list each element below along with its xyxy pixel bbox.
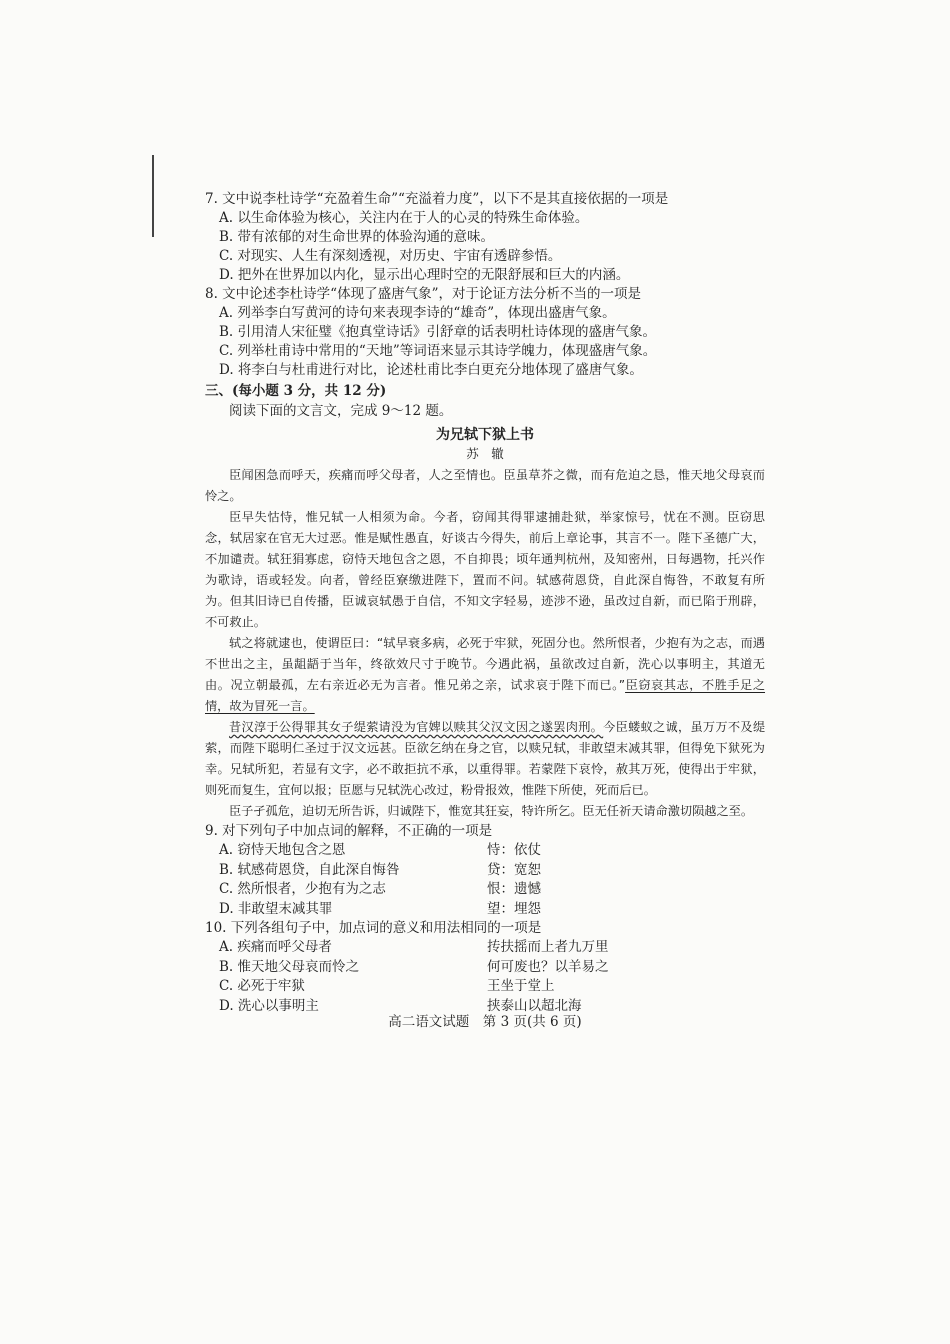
passage-paragraph-3-text: 轼之将就逮也，使谓臣曰：“轼早衰多病，必死于牢狱，死固分也。然所恨者，少抱有为之志，而遇不世出之主，虽龃龉于当年，终欲效尺寸于晚节。今遇此祸，虽欲改过自新，洗心以事明主，其道无由。况立朝最孤，左右亲近必无为言者。惟兄弟之亲，试求哀于陛下而已。” — [205, 636, 765, 692]
q9-row-a — [205, 841, 765, 861]
question-8 — [205, 285, 765, 380]
q10-row-c-left: C. 必死于牢狱 — [219, 978, 305, 994]
q8-option-a: A. 列举李白写黄河的诗句来表现李诗的“雄奇”，体现出盛唐气象。 — [219, 305, 616, 321]
q8-option-d: D. 将李白与杜甫进行对比，论述杜甫比李白更充分地体现了盛唐气象。 — [219, 362, 643, 378]
q10-row-a — [205, 938, 765, 958]
passage-paragraph-1: 臣闻困急而呼天，疾痛而呼父母者，人之至情也。臣虽草芥之微，而有危迫之恳，惟天地父母哀而怜之。 — [205, 468, 765, 503]
underlined-sentence: 臣窃哀其志，不胜手足之情，故为冒死一言。 — [205, 678, 766, 713]
q7-option-b: B. 带有浓郁的对生命世界的体验沟通的意味。 — [219, 229, 495, 245]
q9-row-a-gloss: 恃：依仗 — [487, 842, 541, 858]
q9-row-d-sentence: D. 非敢望末减其罪 — [219, 900, 333, 917]
q8-stem: 8. 文中论述李杜诗学“体现了盛唐气象”，对于论证方法分析不当的一项是 — [205, 286, 641, 302]
q9-row-c — [205, 880, 765, 900]
passage-author: 苏 辙 — [466, 446, 504, 461]
passage-paragraph-2: 臣早失怙恃，惟兄轼一人相须为命。今者，窃闻其得罪逮捕赴狱，举家惊号，忧在不测。臣窃思念，轼居家在官无大过恶。惟是赋性愚直，好谈古今得失，前后上章论事，其言不一。陛下圣德广大，不加谴责。轼狂狷寡虑，窃恃天地包含之恩，不自抑畏；顷年通判杭州，及知密州，日每遇物，托兴作为歌诗，语或轻发。向者，曾经臣寮缴进陛下，置而不问。轼感荷恩贷，自此深自悔咎，不敢复有所为。但其旧诗已自传播，臣诚哀轼愚于自信，不知文字轻易，迹涉不逊，虽改过自新，而已陷于刑辟，不可救止。 — [205, 510, 765, 629]
q9-row-b-sentence: B. 轼感荷恩贷，自此深自悔咎 — [219, 861, 400, 878]
q10-row-a-left: A. 疾痛而呼父母者 — [219, 939, 332, 955]
question-10 — [205, 919, 765, 1016]
q10-row-b-left: B. 惟天地父母哀而怜之 — [219, 958, 360, 975]
q10-row-b — [205, 958, 765, 978]
section-3-intro: 阅读下面的文言文，完成 9～12 题。 — [229, 403, 453, 419]
q10-row-c-right: 王坐于堂上 — [487, 978, 555, 994]
q9-row-b-gloss: 贷：宽恕 — [487, 861, 541, 878]
q9-row-c-gloss: 恨：遗憾 — [487, 881, 541, 897]
page-footer: 高二语文试题 第 3 页(共 6 页) — [388, 1014, 582, 1030]
passage-paragraph-5: 臣子孑孤危，迫切无所告诉，归诚陛下，惟宽其狂妄，特许所乞。臣无任祈天请命激切陨越之至。 — [229, 804, 754, 818]
q7-option-c: C. 对现实、人生有深刻透视，对历史、宇宙有透辟参悟。 — [219, 248, 562, 264]
exam-page — [205, 190, 766, 1030]
q9-row-c-sentence: C. 然所恨者，少抱有为之志 — [219, 881, 386, 897]
binding-margin-line — [152, 155, 154, 237]
q9-row-d-gloss: 望：埋怨 — [487, 900, 541, 917]
q9-stem: 9. 对下列句子中加点词的解释，不正确的一项是 — [205, 823, 493, 839]
q10-row-b-right: 何可废也？以羊易之 — [487, 958, 609, 975]
q10-row-c — [205, 977, 765, 997]
q10-row-d-left: D. 洗心以事明主 — [219, 997, 319, 1014]
passage-paragraph-4 — [205, 717, 765, 801]
passage-paragraph-3 — [205, 633, 765, 717]
q9-row-d — [205, 900, 765, 920]
q7-stem: 7. 文中说李杜诗学“充盈着生命”“充溢着力度”，以下不是其直接依据的一项是 — [205, 191, 669, 207]
passage-title: 为兄轼下狱上书 — [436, 427, 534, 443]
q9-row-b — [205, 861, 765, 881]
q7-option-a: A. 以生命体验为核心，关注内在于人的心灵的特殊生命体验。 — [219, 210, 589, 226]
q10-row-a-right: 抟扶摇而上者九万里 — [487, 939, 609, 955]
q8-option-b: B. 引用清人宋征璧《抱真堂诗话》引舒章的话表明杜诗体现的盛唐气象。 — [219, 324, 657, 340]
section-3-heading: 三、(每小题 3 分，共 12 分) — [205, 383, 387, 399]
q9-row-a-sentence: A. 窃恃天地包含之恩 — [219, 842, 346, 858]
question-7 — [205, 190, 765, 285]
q10-stem: 10. 下列各组句子中，加点词的意义和用法相同的一项是 — [205, 920, 542, 936]
wavy-underlined-sentence: 昔汉淳于公得罪其女子缇萦请没为官婢以赎其父汉文因之遂罢肉刑。 — [229, 720, 604, 734]
question-9 — [205, 822, 765, 919]
q8-option-c: C. 列举杜甫诗中常用的“天地”等词语来显示其诗学魄力，体现盛唐气象。 — [219, 343, 657, 359]
passage-paragraph-4-text: 今臣蝼蚁之诚，虽万万不及缇萦，而陛下聪明仁圣过于汉文远甚。臣欲乞纳在身之官，以赎兄轼，非敢望末减其罪，但得免下狱死为幸。兄轼所犯，若显有文字，必不敢拒抗不承，以重得罪。若蒙陛下哀怜，赦其万死，使得出于牢狱，则死而复生，宜何以报；臣愿与兄轼洗心改过，粉骨报效，惟陛下所使，死而后已。 — [205, 720, 766, 797]
q7-option-d: D. 把外在世界加以内化，显示出心理时空的无限舒展和巨大的内涵。 — [219, 267, 630, 283]
q10-row-d-right: 挟泰山以超北海 — [487, 997, 582, 1014]
